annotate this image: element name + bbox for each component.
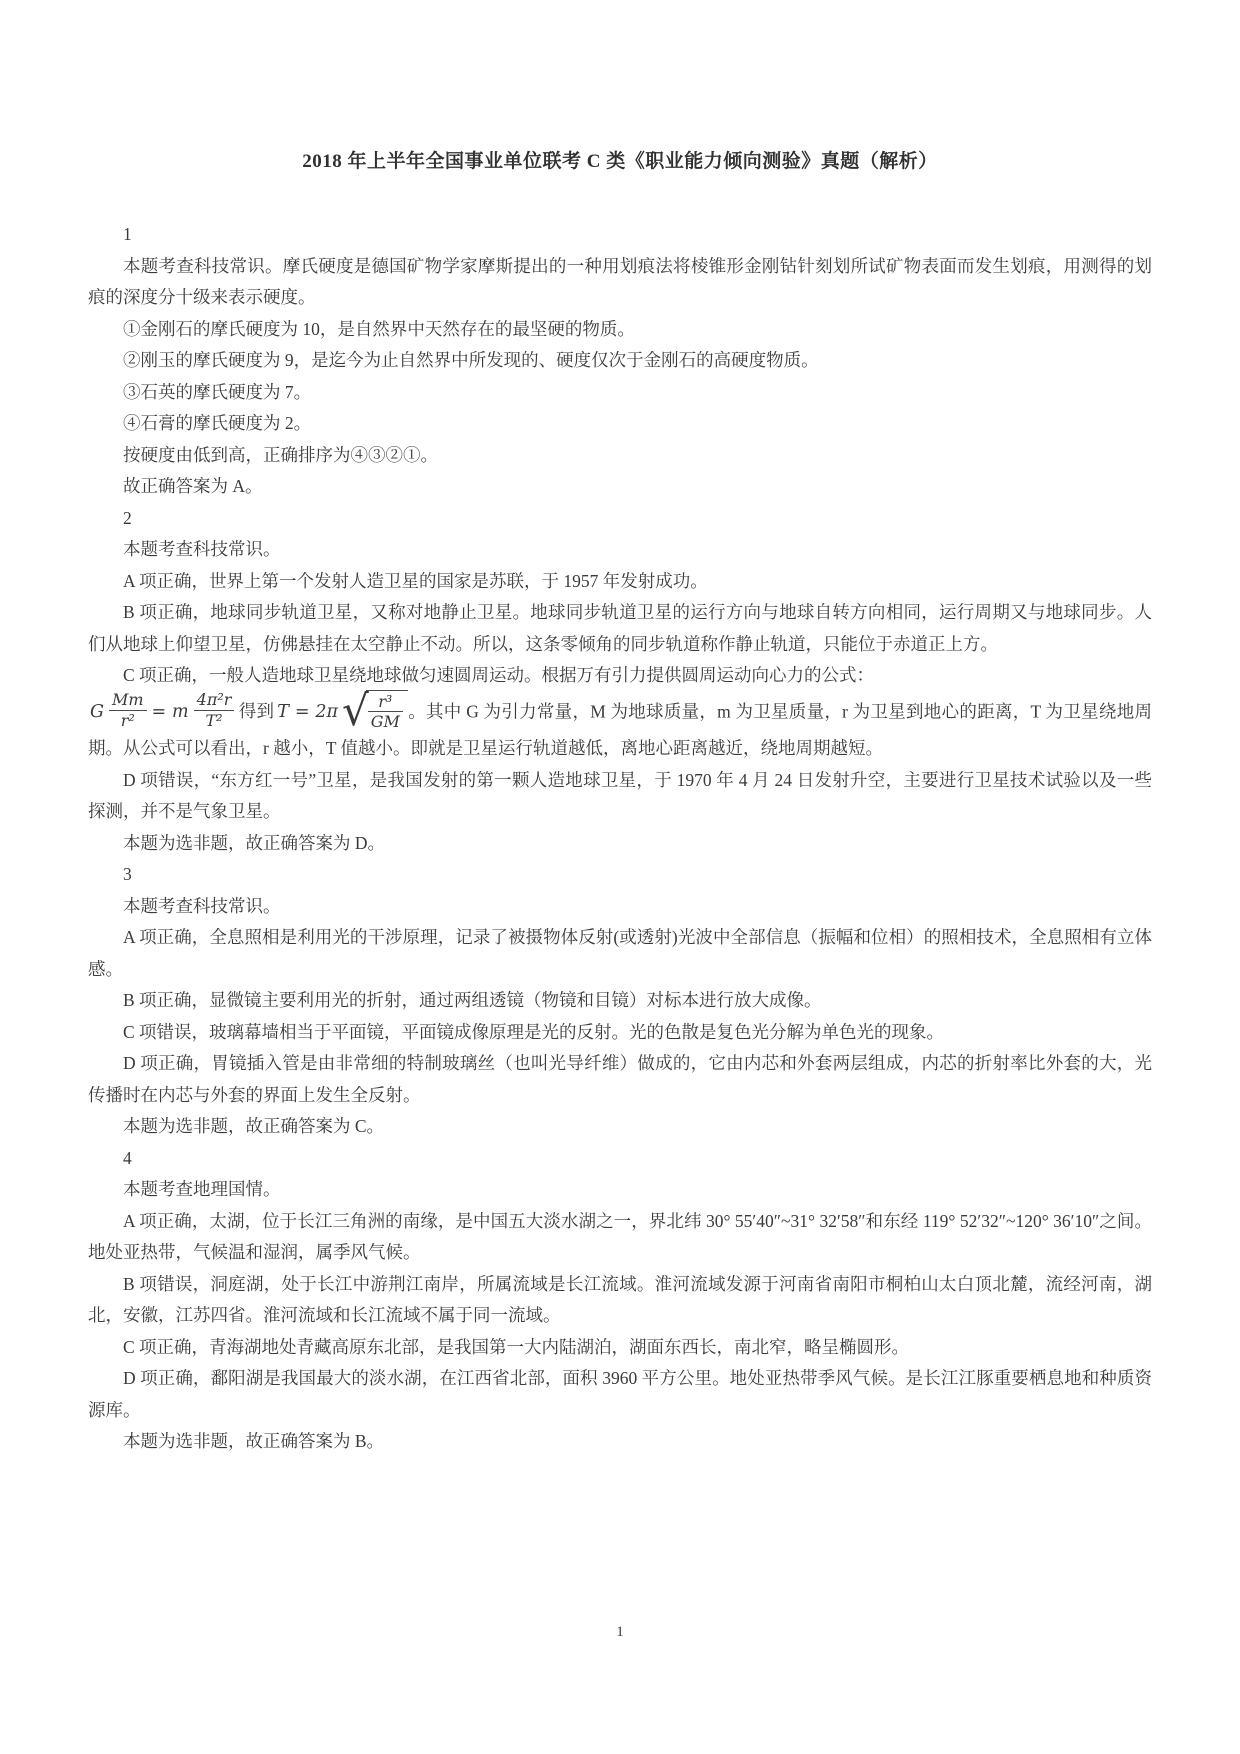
- formula-following-text: 。其中 G 为引力常量，M 为地球质量，m 为卫星质量，r 为卫星到地心的距离，T 为卫星绕地周期。从公式可以看出，r 越小，T 值越小。即就是卫星运行轨道越低，离地心距离越近，绕地周期越短。: [88, 700, 1152, 759]
- explanation-paragraph: A 项正确，太湖，位于长江三角洲的南缘，是中国五大淡水湖之一，界北纬 30° 55′40″~31° 32′58″和东经 119° 52′32″~120° 36′10″之间。地处亚热带，气候温和湿润，属季风气候。: [88, 1210, 1152, 1263]
- explanation-paragraph: 本题为选非题，故正确答案为 B。: [123, 1431, 385, 1452]
- explanation-paragraph: B 项错误，洞庭湖，处于长江中游荆江南岸，所属流域是长江流域。淮河流域发源于河南省南阳市桐柏山太白顶北麓，流经河南，湖北，安徽，江苏四省。淮河流域和长江流域不属于同一流域。: [88, 1273, 1152, 1326]
- gravity-circular-motion-formula: [88, 685, 408, 735]
- page-number: 1: [616, 1624, 624, 1640]
- explanation-paragraph: 本题考查科技常识。摩氏硬度是德国矿物学家摩斯提出的一种用划痕法将棱锥形金刚钻针刻划所试矿物表面而发生划痕，用测得的划痕的深度分十级来表示硬度。: [88, 255, 1152, 307]
- explanation-paragraph: B 项正确，地球同步轨道卫星，又称对地静止卫星。地球同步轨道卫星的运行方向与地球自转方向相同，运行周期又与地球同步。人们从地球上仰望卫星，仿佛悬挂在太空静止不动。所以，这条零倾角的同步轨道称作静止轨道，只能位于赤道正上方。: [88, 602, 1152, 654]
- question-number: 4: [123, 1147, 132, 1168]
- formula-frac3-numerator: r³: [368, 693, 403, 713]
- formula-equals-m: = m: [151, 701, 189, 722]
- explanation-paragraph: 本题为选非题，故正确答案为 C。: [123, 1116, 385, 1137]
- explanation-paragraph: 故正确答案为 A。: [123, 476, 263, 496]
- document-body: [88, 219, 1152, 1458]
- explanation-paragraph: ①金刚石的摩氏硬度为 10，是自然界中天然存在的最坚硬的物质。: [123, 318, 635, 339]
- formula-fraction-Mm-over-r2: [109, 691, 147, 730]
- explanation-paragraph: ③石英的摩氏硬度为 7。: [123, 381, 312, 402]
- radical-sign-icon: √: [341, 685, 369, 735]
- explanation-paragraph: C 项正确，青海湖地处青藏高原东北部，是我国第一大内陆湖泊，湖面东西长，南北窄，略呈椭圆形。: [123, 1336, 910, 1357]
- explanation-paragraph: D 项正确，胃镜插入管是由非常细的特制玻璃丝（也叫光导纤维）做成的，它由内芯和外套两层组成，内芯的折射率比外套的大，光传播时在内芯与外套的界面上发生全反射。: [88, 1053, 1152, 1105]
- explanation-paragraph: 本题考查地理国情。: [123, 1179, 281, 1200]
- explanation-paragraph: D 项错误，“东方红一号”卫星，是我国发射的第一颗人造地球卫星，于 1970 年 4 月 24 日发射升空，主要进行卫星技术试验以及一些探测，并不是气象卫星。: [88, 769, 1152, 822]
- question-number: 1: [123, 224, 132, 244]
- formula-fraction-4pi2r-over-T2: [194, 691, 235, 730]
- formula-radicand: [366, 690, 408, 732]
- explanation-paragraph: ②刚玉的摩氏硬度为 9，是迄今为止自然界中所发现的、硬度仅次于金刚石的高硬度物质。: [123, 350, 819, 370]
- formula-frac1-denominator: r²: [120, 710, 135, 730]
- explanation-paragraph: C 项正确，一般人造地球卫星绕地球做匀速圆周运动。根据万有引力提供圆周运动向心力的公式：: [123, 665, 875, 685]
- explanation-paragraph: C 项错误，玻璃幕墙相当于平面镜，平面镜成像原理是光的反射。光的色散是复色光分解为单色光的现象。: [123, 1021, 945, 1042]
- formula-fraction-r3-over-GM: [368, 693, 403, 732]
- explanation-paragraph: B 项正确，显微镜主要利用光的折射，通过两组透镜（物镜和目镜）对标本进行放大成像。: [123, 990, 822, 1011]
- explanation-paragraph: 本题考查科技常识。: [123, 539, 281, 559]
- explanation-paragraph: A 项正确，世界上第一个发射人造卫星的国家是苏联，于 1957 年发射成功。: [123, 570, 708, 591]
- explanation-paragraph: 按硬度由低到高，正确排序为④③②①。: [123, 444, 438, 465]
- question-number: 3: [123, 864, 132, 885]
- explanation-paragraph: D 项正确，鄱阳湖是我国最大的淡水湖，在江西省北部，面积 3960 平方公里。地处亚热带季风气候。是长江江豚重要栖息地和种质资源库。: [88, 1368, 1152, 1420]
- formula-frac2-numerator: 4π²r: [194, 691, 235, 711]
- formula-square-root: [341, 685, 408, 735]
- formula-connector-text: 得到: [238, 700, 275, 721]
- explanation-paragraph: A 项正确，全息照相是利用光的干涉原理，记录了被摄物体反射(或透射)光波中全部信息（振幅和位相）的照相技术，全息照相有立体感。: [88, 927, 1152, 979]
- document-title: 2018 年上半年全国事业单位联考 C 类《职业能力倾向测验》真题（解析）: [302, 151, 938, 172]
- formula-period-expression: T = 2π: [277, 701, 338, 722]
- explanation-paragraph: 本题考查科技常识。: [123, 895, 281, 916]
- formula-frac2-denominator: T²: [205, 710, 223, 730]
- formula-frac3-denominator: GM: [370, 712, 400, 732]
- question-number: 2: [123, 507, 132, 528]
- formula-frac1-numerator: Mm: [109, 691, 147, 711]
- explanation-paragraph: ④石膏的摩氏硬度为 2。: [123, 413, 312, 433]
- explanation-paragraph: 本题为选非题，故正确答案为 D。: [123, 832, 386, 853]
- formula-paragraph: [88, 685, 1152, 765]
- formula-var-G: G: [90, 701, 104, 722]
